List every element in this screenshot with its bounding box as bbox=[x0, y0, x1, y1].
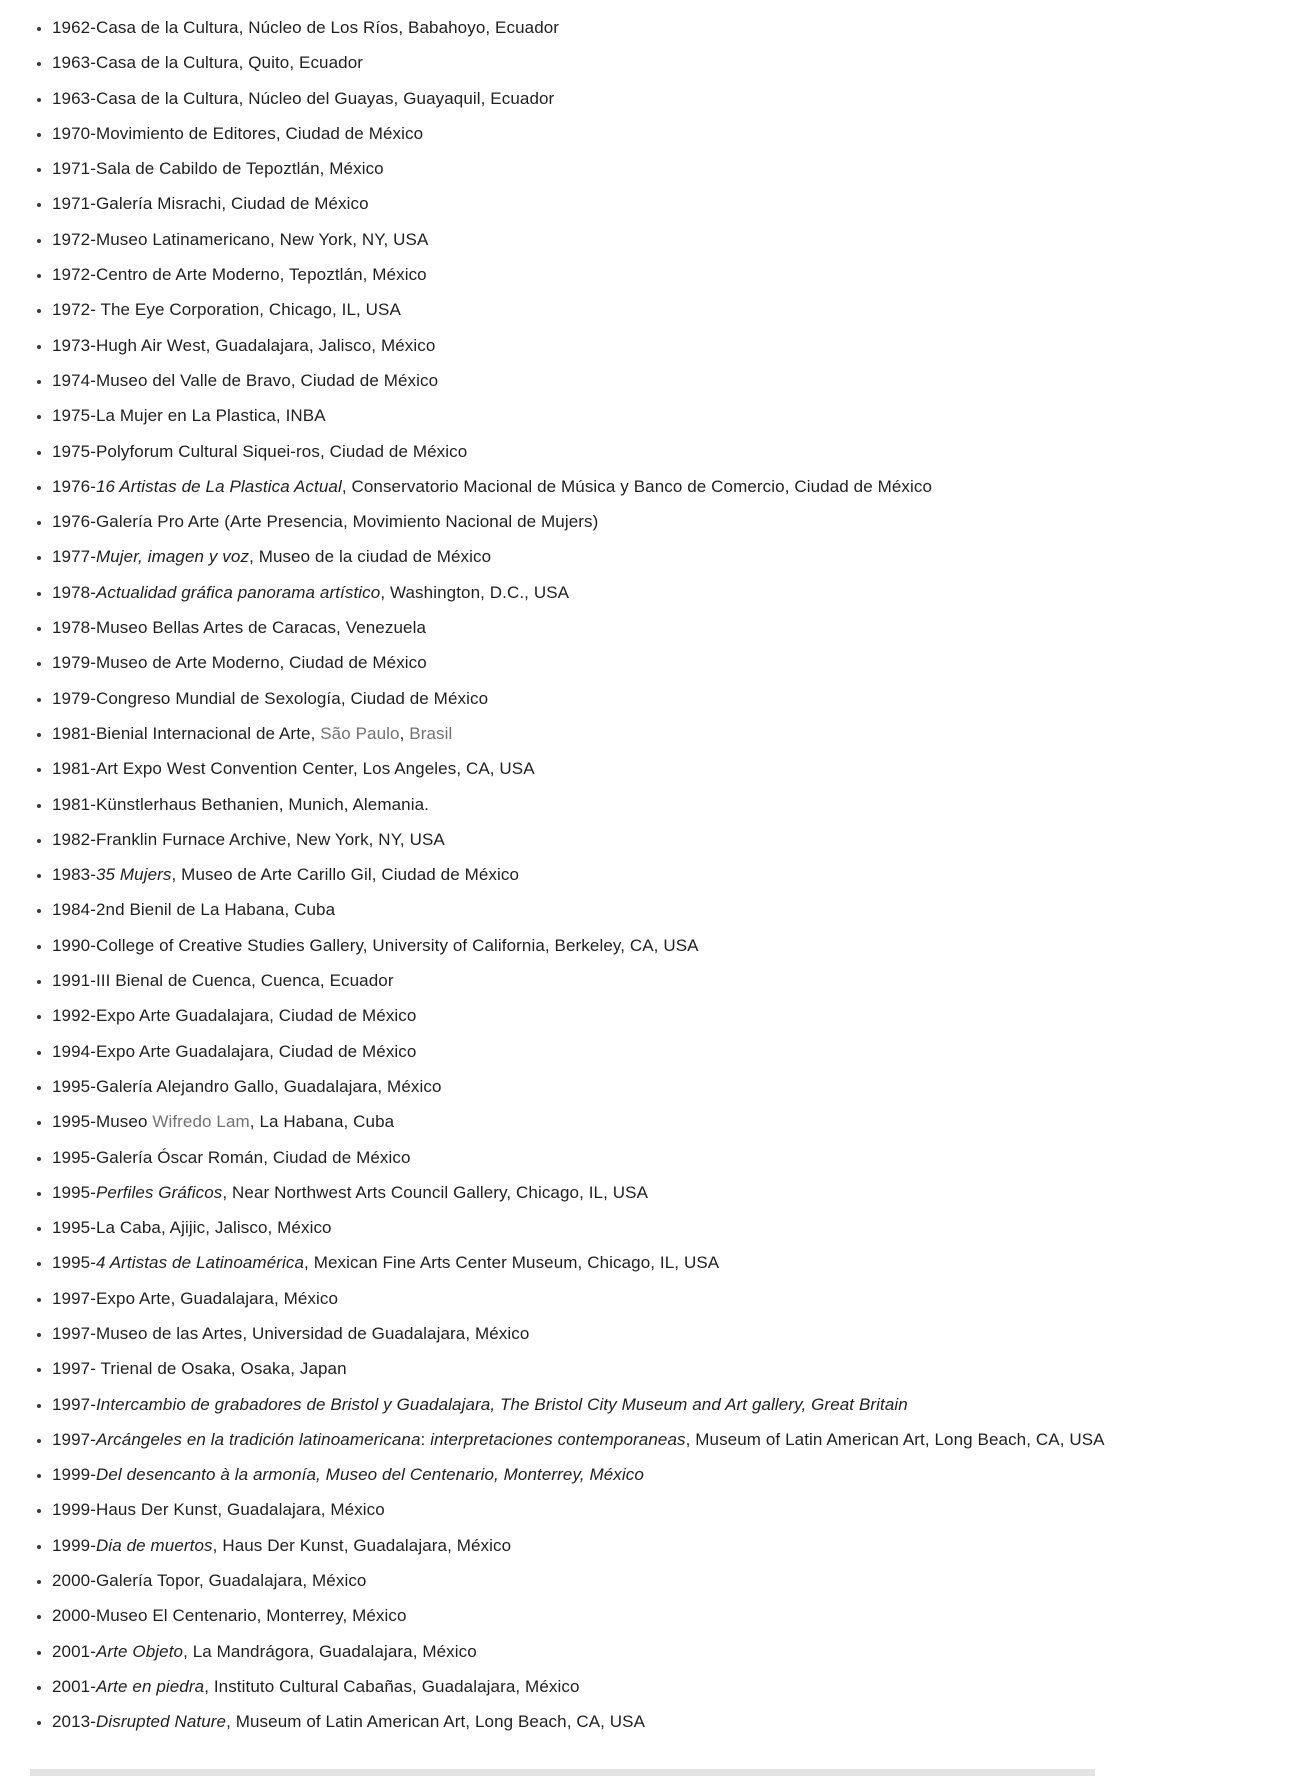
exhibition-text-segment: 1963-Casa de la Cultura, Quito, Ecuador bbox=[52, 53, 364, 73]
exhibition-text-segment: 1999- bbox=[52, 1535, 96, 1555]
exhibition-text-segment: 1971-Sala de Cabildo de Tepoztlán, México bbox=[52, 159, 384, 179]
exhibition-text-segment: 1984-2nd Bienil de La Habana, Cuba bbox=[52, 900, 336, 920]
gray-link[interactable]: Brasil bbox=[409, 723, 453, 743]
exhibition-item bbox=[52, 1001, 1280, 1032]
exhibition-text-segment: 1977- bbox=[52, 547, 96, 567]
exhibition-item bbox=[52, 931, 1280, 962]
exhibition-text-segment: 1983- bbox=[52, 865, 96, 885]
exhibition-text-segment: 35 Mujers bbox=[95, 865, 172, 885]
exhibition-text-segment: 1972-Museo Latinamericano, New York, NY, USA bbox=[52, 229, 429, 249]
exhibition-text-segment: 1978- bbox=[52, 582, 96, 602]
exhibition-text-segment: 1999- bbox=[52, 1465, 96, 1485]
exhibition-text-segment: 1995-Museo bbox=[52, 1112, 153, 1132]
exhibition-text-segment: Disrupted Nature bbox=[95, 1712, 227, 1732]
exhibition-text-segment: Dia de muertos bbox=[95, 1535, 213, 1555]
exhibition-item bbox=[52, 295, 1280, 326]
exhibition-text-segment: 1997- bbox=[52, 1429, 96, 1449]
exhibition-text-segment: Mujer, imagen y voz bbox=[95, 547, 250, 567]
exhibition-text-segment: , Museo de Arte Carillo Gil, Ciudad de México bbox=[171, 865, 520, 885]
exhibition-item bbox=[52, 1495, 1280, 1526]
exhibition-text-segment: , Near Northwest Arts Council Gallery, Chicago, IL, USA bbox=[222, 1182, 649, 1202]
exhibition-item bbox=[52, 84, 1280, 115]
exhibition-item bbox=[52, 437, 1280, 468]
exhibition-text-segment: 2000-Galería Topor, Guadalajara, México bbox=[52, 1571, 367, 1591]
exhibition-item bbox=[52, 189, 1280, 220]
exhibition-text-segment: Actualidad gráfica panorama artístico bbox=[95, 582, 381, 602]
exhibition-text-segment: , Museum of Latin American Art, Long Beach, CA, USA bbox=[226, 1712, 646, 1732]
bottom-divider bbox=[30, 1769, 1095, 1776]
exhibition-item bbox=[52, 1319, 1280, 1350]
exhibition-text-segment: 1979-Museo de Arte Moderno, Ciudad de México bbox=[52, 653, 427, 673]
exhibition-item bbox=[52, 1072, 1280, 1103]
exhibition-item bbox=[52, 1601, 1280, 1632]
exhibition-item bbox=[52, 225, 1280, 256]
exhibition-item bbox=[52, 1178, 1280, 1209]
exhibition-text-segment: 1992-Expo Arte Guadalajara, Ciudad de México bbox=[52, 1006, 417, 1026]
exhibition-text-segment: 1991-III Bienal de Cuenca, Cuenca, Ecuador bbox=[52, 971, 394, 991]
exhibition-item bbox=[52, 790, 1280, 821]
exhibition-text-segment: 1976-Galería Pro Arte (Arte Presencia, Movimiento Nacional de Mujers) bbox=[52, 512, 599, 532]
exhibition-text-segment: 1970-Movimiento de Editores, Ciudad de México bbox=[52, 123, 424, 143]
exhibition-text-segment: 2000-Museo El Centenario, Monterrey, México bbox=[52, 1606, 407, 1626]
exhibition-text-segment: 1990-College of Creative Studies Gallery, University of California, Berkeley, CA, USA bbox=[52, 935, 699, 955]
exhibition-text-segment: 1972-Centro de Arte Moderno, Tepoztlán, México bbox=[52, 265, 427, 285]
exhibition-text-segment: 1981-Bienial Internacional de Arte, bbox=[52, 723, 321, 743]
exhibition-item bbox=[52, 472, 1280, 503]
exhibition-text-segment: 1981-Künstlerhaus Bethanien, Munich, Alemania. bbox=[52, 794, 429, 814]
exhibition-text-segment: 2013- bbox=[52, 1712, 96, 1732]
exhibition-item bbox=[52, 366, 1280, 397]
exhibition-item bbox=[52, 401, 1280, 432]
exhibition-item bbox=[52, 1707, 1280, 1738]
exhibition-text-segment: 1995-Galería Alejandro Gallo, Guadalajara, México bbox=[52, 1076, 442, 1096]
exhibition-item bbox=[52, 331, 1280, 362]
exhibition-text-segment: 1973-Hugh Air West, Guadalajara, Jalisco, México bbox=[52, 335, 436, 355]
exhibition-text-segment: 1978-Museo Bellas Artes de Caracas, Venezuela bbox=[52, 618, 427, 638]
exhibition-text-segment: , Instituto Cultural Cabañas, Guadalajara, México bbox=[204, 1676, 580, 1696]
exhibition-text-segment: , La Mandrágora, Guadalajara, México bbox=[183, 1641, 477, 1661]
exhibition-item bbox=[52, 648, 1280, 679]
exhibition-item bbox=[52, 154, 1280, 185]
exhibition-text-segment: 1999-Haus Der Kunst, Guadalajara, México bbox=[52, 1500, 385, 1520]
exhibition-item bbox=[52, 260, 1280, 291]
exhibition-text-segment: 1995-Galería Óscar Román, Ciudad de México bbox=[52, 1147, 411, 1167]
exhibition-text-segment: , bbox=[399, 723, 410, 743]
exhibition-item bbox=[52, 754, 1280, 785]
exhibition-text-segment: 1975-La Mujer en La Plastica, INBA bbox=[52, 406, 326, 426]
exhibition-text-segment: 1997- Trienal de Osaka, Osaka, Japan bbox=[52, 1359, 347, 1379]
exhibition-text-segment: 1974-Museo del Valle de Bravo, Ciudad de México bbox=[52, 370, 439, 390]
exhibition-item bbox=[52, 1566, 1280, 1597]
exhibition-item bbox=[52, 119, 1280, 150]
exhibition-text-segment: 16 Artistas de La Plastica Actual bbox=[95, 476, 342, 496]
exhibition-text-segment: 1994-Expo Arte Guadalajara, Ciudad de México bbox=[52, 1041, 417, 1061]
exhibition-text-segment: Perfiles Gráficos bbox=[95, 1182, 223, 1202]
exhibition-text-segment: Del desencanto à la armonía, Museo del Centenario, Monterrey, México bbox=[95, 1465, 644, 1485]
exhibition-text-segment: interpretaciones contemporaneas bbox=[430, 1429, 686, 1449]
exhibition-item bbox=[52, 48, 1280, 79]
exhibition-text-segment: 1982-Franklin Furnace Archive, New York, NY, USA bbox=[52, 829, 445, 849]
exhibition-text-segment: , Haus Der Kunst, Guadalajara, México bbox=[212, 1535, 512, 1555]
exhibition-text-segment: 1995-La Caba, Ajijic, Jalisco, México bbox=[52, 1218, 332, 1238]
exhibition-text-segment: 1979-Congreso Mundial de Sexología, Ciudad de México bbox=[52, 688, 489, 708]
gray-link[interactable]: São Paulo bbox=[320, 723, 400, 743]
exhibition-text-segment: 1997-Museo de las Artes, Universidad de Guadalajara, México bbox=[52, 1323, 530, 1343]
exhibition-text-segment: 2001- bbox=[52, 1641, 96, 1661]
exhibition-text-segment: Arcángeles en la tradición latinoamericana bbox=[95, 1429, 421, 1449]
gray-link[interactable]: Wifredo Lam bbox=[152, 1112, 250, 1132]
exhibition-item bbox=[52, 1460, 1280, 1491]
exhibition-item bbox=[52, 1143, 1280, 1174]
exhibition-item bbox=[52, 578, 1280, 609]
exhibition-text-segment: Arte Objeto bbox=[95, 1641, 184, 1661]
exhibition-item bbox=[52, 1354, 1280, 1385]
exhibition-text-segment: Intercambio de grabadores de Bristol y Guadalajara, The Bristol City Museum and Art gallery, Great Britain bbox=[95, 1394, 908, 1414]
exhibition-item bbox=[52, 13, 1280, 44]
exhibition-item bbox=[52, 1107, 1280, 1138]
exhibition-text-segment: , Mexican Fine Arts Center Museum, Chicago, IL, USA bbox=[304, 1253, 720, 1273]
exhibition-text-segment: , Museum of Latin American Art, Long Beach, CA, USA bbox=[685, 1429, 1105, 1449]
exhibition-text-segment: 2001- bbox=[52, 1676, 96, 1696]
exhibition-text-segment: 1995- bbox=[52, 1253, 96, 1273]
exhibition-item bbox=[52, 825, 1280, 856]
exhibition-text-segment: 1997- bbox=[52, 1394, 96, 1414]
exhibition-item bbox=[52, 1248, 1280, 1279]
exhibition-text-segment: , Museo de la ciudad de México bbox=[249, 547, 492, 567]
exhibition-item bbox=[52, 613, 1280, 644]
exhibition-item bbox=[52, 1531, 1280, 1562]
exhibition-text-segment: 1962-Casa de la Cultura, Núcleo de Los Ríos, Babahoyo, Ecuador bbox=[52, 18, 560, 37]
exhibition-item bbox=[52, 684, 1280, 715]
exhibition-item bbox=[52, 895, 1280, 926]
exhibition-text-segment: 1976- bbox=[52, 476, 96, 496]
exhibition-item bbox=[52, 542, 1280, 573]
exhibition-item bbox=[52, 1213, 1280, 1244]
exhibition-item bbox=[52, 860, 1280, 891]
exhibition-text-segment: 1972- The Eye Corporation, Chicago, IL, USA bbox=[52, 300, 401, 320]
exhibition-text-segment: 1981-Art Expo West Convention Center, Los Angeles, CA, USA bbox=[52, 759, 535, 779]
exhibition-item bbox=[52, 1672, 1280, 1703]
exhibition-item bbox=[52, 1390, 1280, 1421]
exhibition-text-segment: Arte en piedra bbox=[95, 1676, 205, 1696]
exhibition-text-segment: 1975-Polyforum Cultural Siquei-ros, Ciudad de México bbox=[52, 441, 468, 461]
exhibition-text-segment: 1963-Casa de la Cultura, Núcleo del Guayas, Guayaquil, Ecuador bbox=[52, 88, 555, 108]
exhibition-text-segment: , Conservatorio Macional de Música y Banco de Comercio, Ciudad de México bbox=[341, 476, 933, 496]
exhibition-item bbox=[52, 1037, 1280, 1068]
exhibition-text-segment: 1995- bbox=[52, 1182, 96, 1202]
exhibition-item bbox=[52, 1425, 1280, 1456]
exhibition-item bbox=[52, 719, 1280, 750]
exhibition-text-segment: : bbox=[420, 1429, 431, 1449]
exhibition-item bbox=[52, 1637, 1280, 1668]
exhibition-text-segment: 1997-Expo Arte, Guadalajara, México bbox=[52, 1288, 339, 1308]
exhibition-text-segment: , La Habana, Cuba bbox=[249, 1112, 395, 1132]
exhibition-text-segment: 4 Artistas de Latinoamérica bbox=[95, 1253, 305, 1273]
exhibition-text-segment: 1971-Galería Misrachi, Ciudad de México bbox=[52, 194, 369, 214]
exhibition-item bbox=[52, 966, 1280, 997]
exhibition-text-segment: , Washington, D.C., USA bbox=[380, 582, 570, 602]
exhibition-item bbox=[52, 507, 1280, 538]
exhibition-item bbox=[52, 1284, 1280, 1315]
